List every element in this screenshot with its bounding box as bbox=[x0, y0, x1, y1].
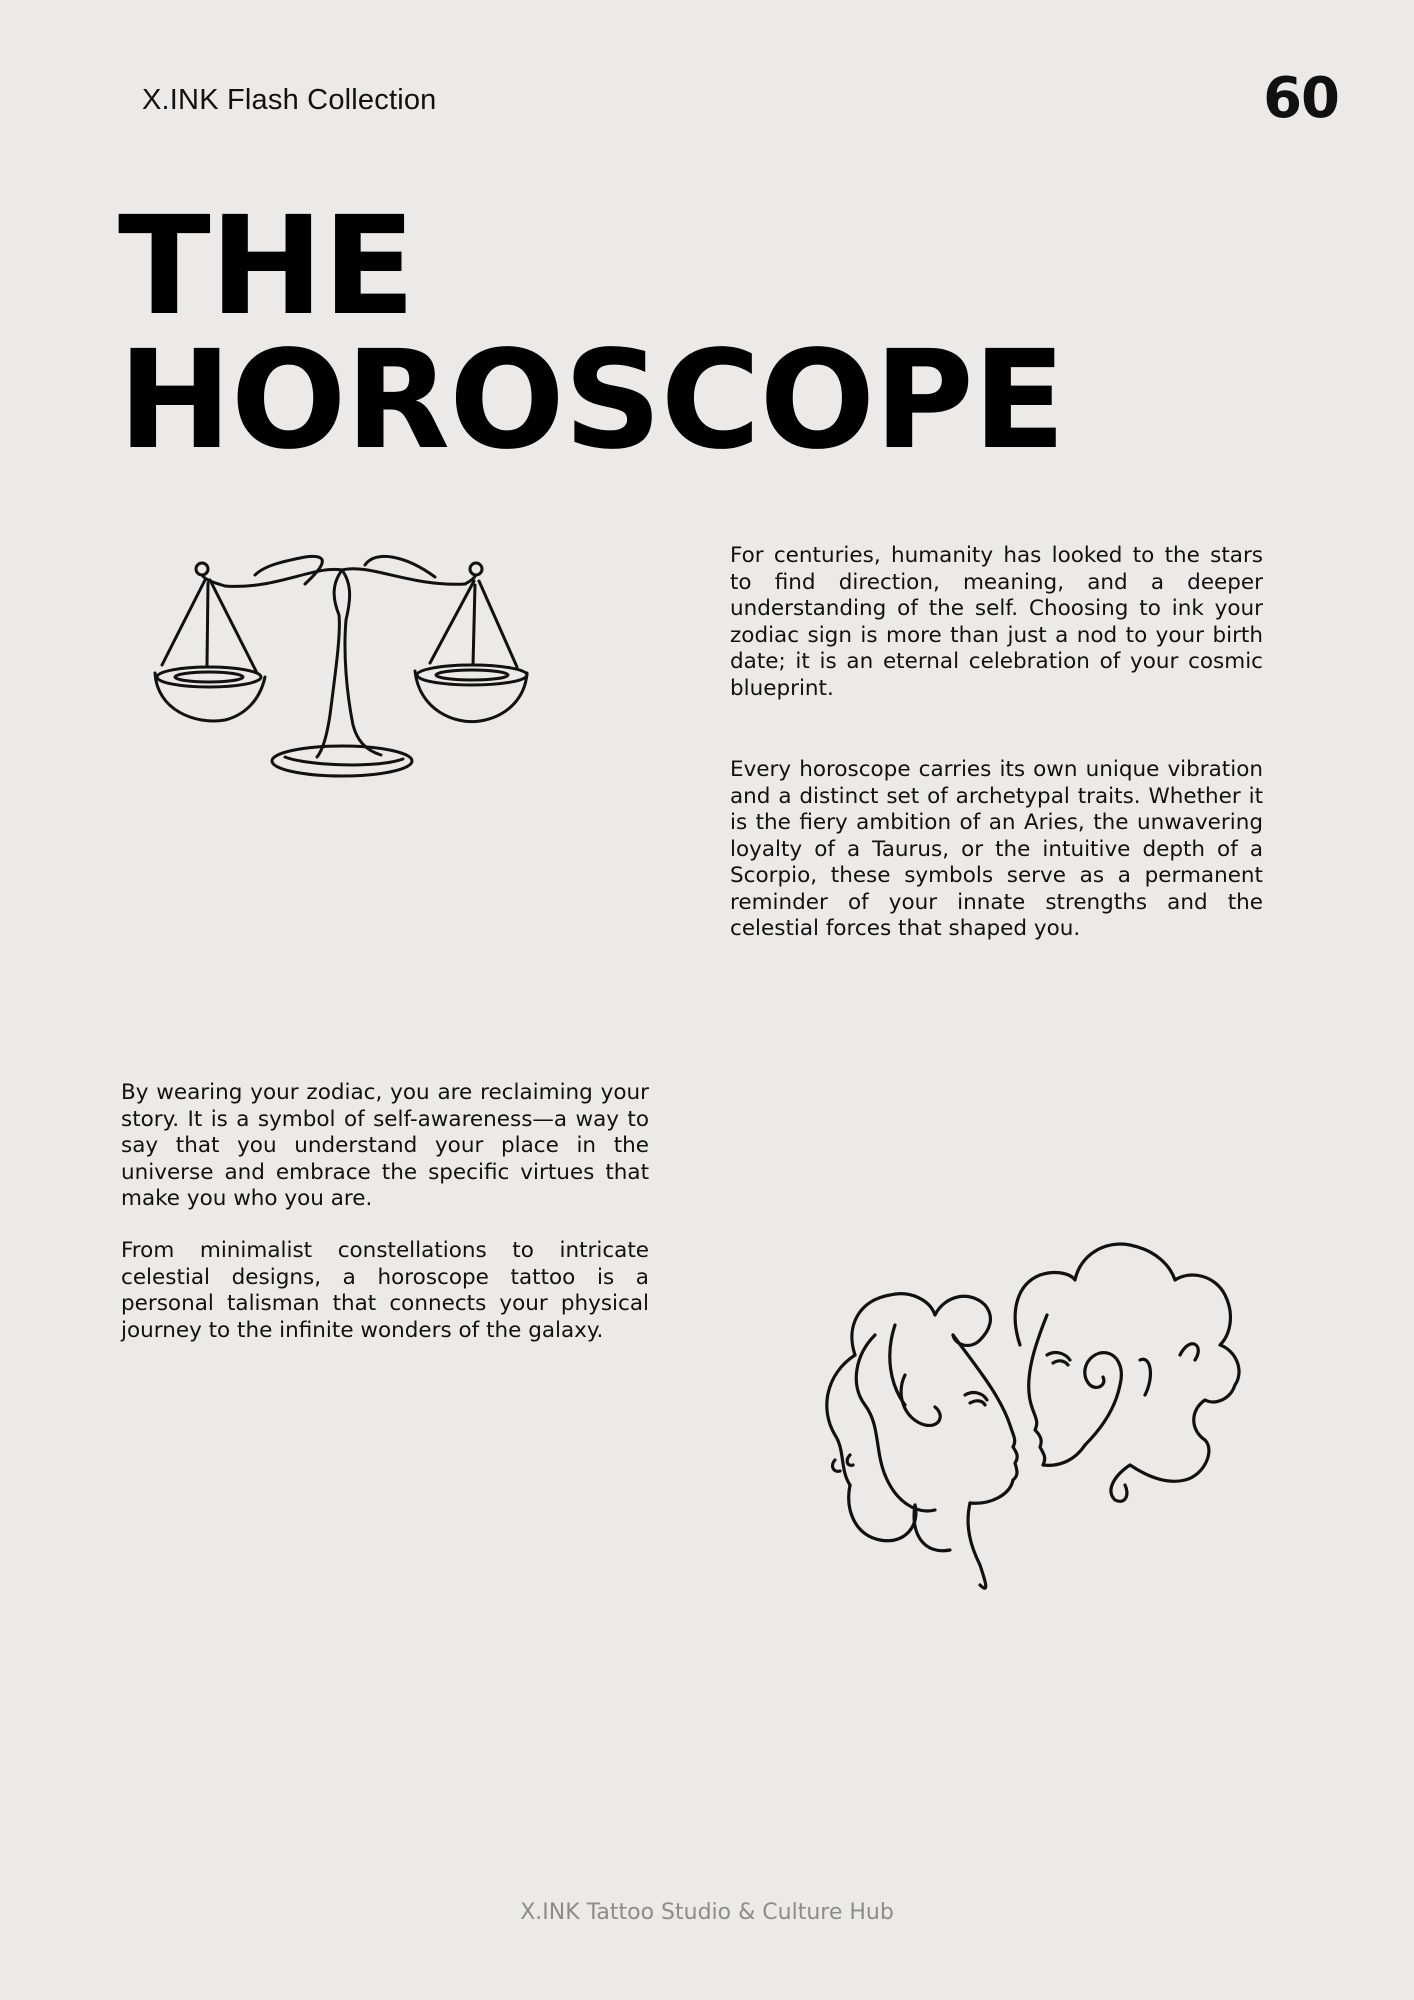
libra-scales-icon bbox=[145, 525, 540, 785]
talisman-paragraph: From minimalist constellations to intricate celestial designs, a horoscope tattoo is a personal talisman that connects your physical journey to the infinite wonders of the galaxy. bbox=[121, 1238, 649, 1343]
gemini-twins-icon bbox=[785, 1235, 1260, 1650]
footer-text: X.INK Tattoo Studio & Culture Hub bbox=[520, 1900, 894, 1925]
intro-paragraph: For centuries, humanity has looked to the stars to find direction, meaning, and a deeper understanding of the self. Choosing to ink your zodiac sign is more than just a nod to your birth date; it is an eternal celebration of your cosmic blueprint. bbox=[730, 543, 1263, 701]
collection-title: X.INK Flash Collection bbox=[142, 84, 437, 116]
page-title-line-2: HOROSCOPE bbox=[118, 322, 1065, 480]
page-title bbox=[118, 188, 1065, 480]
traits-paragraph: Every horoscope carries its own unique vibration and a distinct set of archetypal traits. Whether it is the fiery ambition of an Aries, the unwavering loyalty of a Taurus, or the intuitive depth of a Scorpio, these symbols serve as a permanent reminder of your innate strengths and the celestial forces that shaped you. bbox=[730, 757, 1263, 941]
page-title-line-1: THE bbox=[118, 188, 415, 346]
identity-paragraph: By wearing your zodiac, you are reclaiming your story. It is a symbol of self-awareness—a way to say that you understand your place in the universe and embrace the specific virtues that make you who you are. bbox=[121, 1080, 649, 1211]
page-number: 60 bbox=[1263, 66, 1339, 131]
